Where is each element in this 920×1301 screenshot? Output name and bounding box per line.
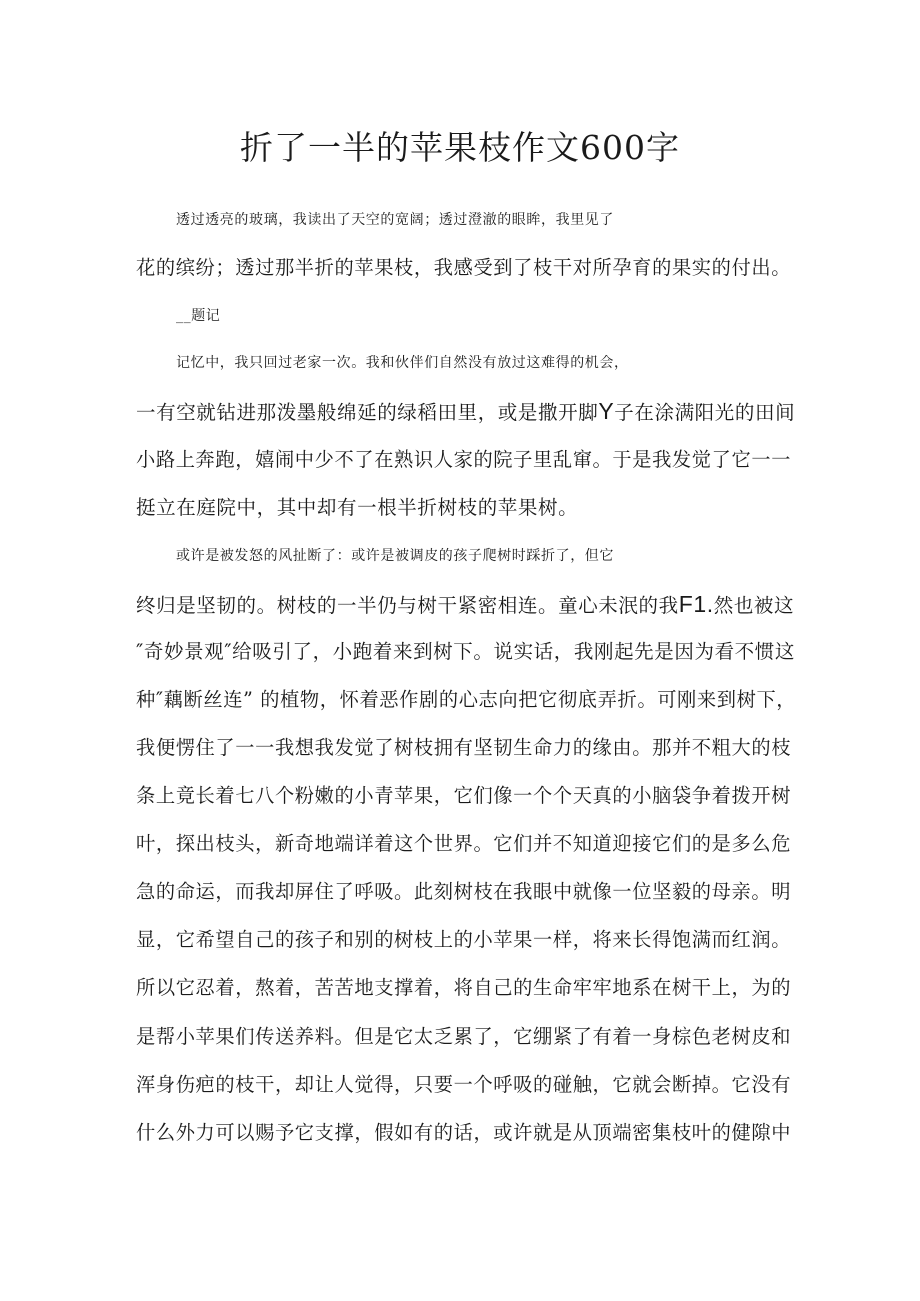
- paragraph-line: ″奇妙景观″给吸引了，小跑着来到树下。说实话，我刚起先是因为看不惯这: [136, 640, 795, 663]
- paragraph-line: 什么外力可以赐予它支撑，假如有的话，或许就是从顶端密集枝叶的健隙中: [136, 1121, 792, 1144]
- paragraph-line: [136, 397, 796, 427]
- text-segment: 一有空就钻进那泼墨般绵延的绿稻田里，或是撒开脚: [136, 401, 599, 424]
- ocr-artifact-mark: Y: [598, 398, 615, 424]
- paragraph-line: 浑身伤疤的枝干，却让人觉得，只要一个呼吸的碰触，它就会断掉。它没有: [136, 1073, 792, 1096]
- paragraph-line: 小路上奔跑，嬉闹中少不了在熟识人家的院子里乱窜。于是我发觉了它一一: [136, 448, 792, 471]
- paragraph-line: 显，它希望自己的孩子和别的树枝上的小苹果一样，将来长得饱满而红润。: [136, 928, 792, 951]
- paragraph-line: 叶，探出枝头，新奇地端详着这个世界。它们并不知道迎接它们的是多么危: [136, 832, 792, 855]
- paragraph-line: 挺立在庭院中，其中却有一根半折树枝的苹果树。: [136, 496, 579, 519]
- ocr-artifact-mark: F1.: [678, 591, 714, 617]
- paragraph-line: 或许是被发怒的风扯断了：或许是被调皮的孩子爬树时踩折了，但它: [176, 548, 614, 564]
- paragraph-line: 种″藕断丝连” 的植物，怀着恶作剧的心志向把它彻底弄折。可刚来到树下，: [136, 688, 797, 711]
- text-segment: 子在涂满阳光的田间: [614, 401, 796, 424]
- paragraph-line: [136, 590, 796, 620]
- paragraph-line: 是帮小苹果们传送养料。但是它太乏累了，它绷紧了有着一身棕色老树皮和: [136, 1025, 792, 1048]
- epigraph-line: 透过透亮的玻璃，我读出了天空的宽阔；透过澄澈的眼眸，我里见了: [176, 212, 614, 228]
- epigraph-signature: __题记: [176, 308, 221, 324]
- text-segment: 终归是坚韧的。树枝的一半仍与树干紧密相连。童心未泯的我: [136, 594, 679, 617]
- text-segment: 然也被这: [713, 594, 795, 617]
- paragraph-line: 条上竟长着七八个粉嫩的小青苹果，它们像一个个天真的小脑袋争着拨开树: [136, 784, 792, 807]
- epigraph-line: 花的缤纷；透过那半折的苹果枝，我感受到了枝干对所孕育的果实的付出。: [136, 256, 792, 279]
- paragraph-line: 我便愣住了一一我想我发觉了树枝拥有坚韧生命力的缘由。那并不粗大的枝: [136, 736, 792, 759]
- paragraph-line: 记忆中，我只回过老家一次。我和伙伴们自然没有放过这难得的机会，: [176, 355, 629, 371]
- document-title: 折了一半的苹果枝作文600字: [240, 128, 680, 167]
- paragraph-line: 急的命运，而我却屏住了呼吸。此刻树枝在我眼中就像一位坚毅的母亲。明: [136, 880, 792, 903]
- paragraph-line: 所以它忍着，熬着，苦苦地支撑着，将自己的生命牢牢地系在树干上，为的: [136, 976, 792, 999]
